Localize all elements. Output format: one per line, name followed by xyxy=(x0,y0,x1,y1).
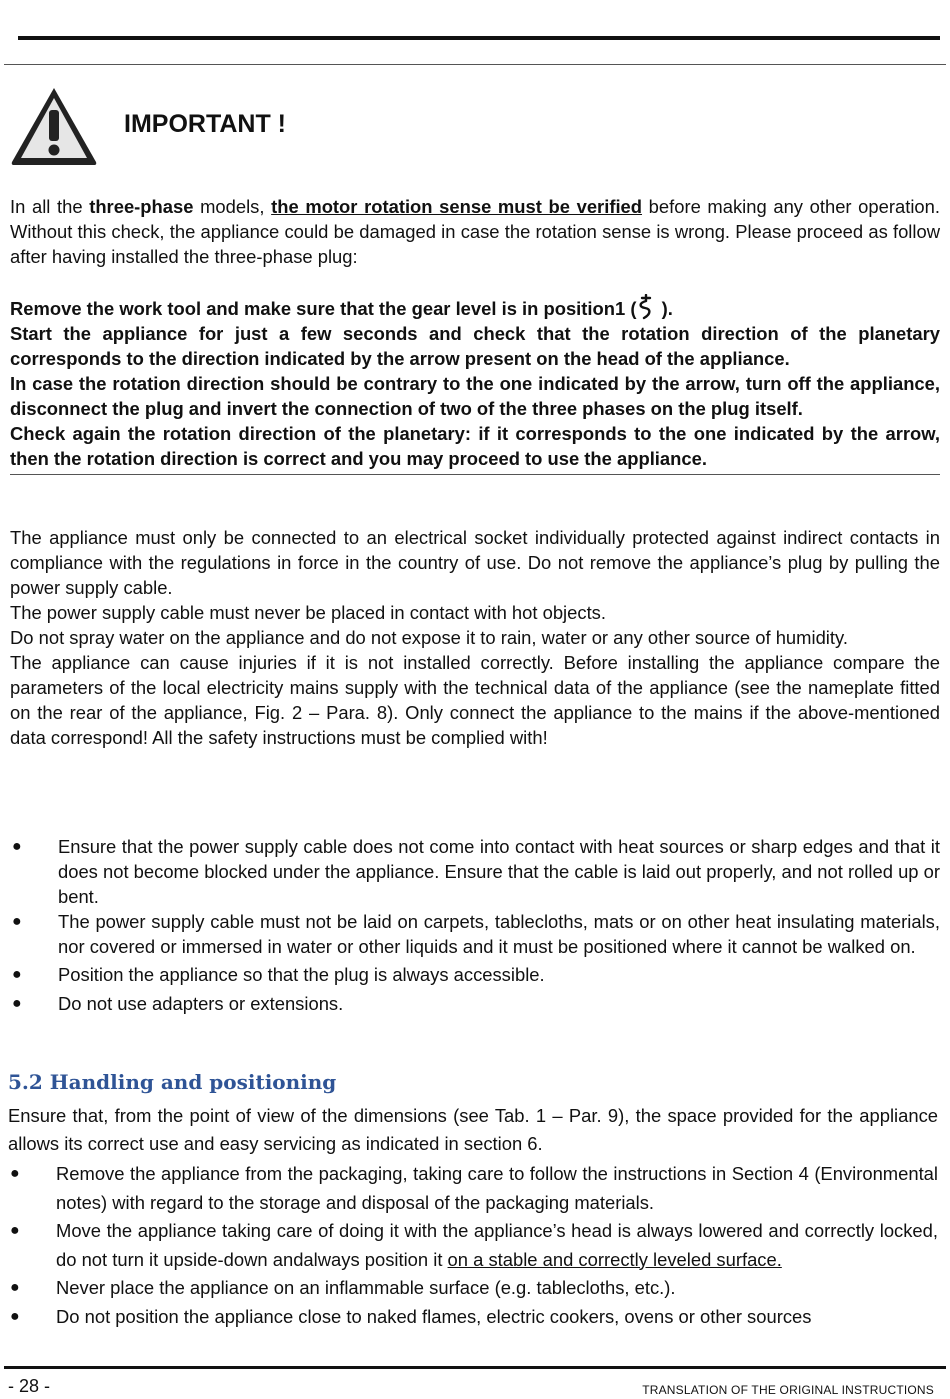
footer-caption: TRANSLATION OF THE ORIGINAL INSTRUCTIONS xyxy=(642,1383,934,1397)
list-item: ● Ensure that the power supply cable does not come into contact with heat sources or sharp edges and that it does not become blocked under the appliance. Ensure that the cable is laid out properly, and not rolled up or bent. xyxy=(12,836,940,907)
verify-emphasis: the motor rotation sense must be verified xyxy=(271,196,643,217)
electrical-safety-text: The appliance must only be connected to an electrical socket individually protected against indirect contacts in compliance with the regulations in force in the country of use. Do not remove the appliance’s plug by pulling the power supply cable. The power supply cable must never be placed in contact with hot objects. Do not spray water on the appliance and do not expose it to rain, water or any other source of humidity. The appliance can cause injuries if it is not installed correctly. Before installing the appliance compare the parameters of the local electricity mains supply with the technical data of the appliance (see the nameplate fitted on the rear of the appliance, Fig. 2 – Para. 8). Only connect the appliance to the mains if the above-mentioned data correspond! All the safety instructions must be complied with! xyxy=(10,527,940,748)
section-heading: 5.2 Handling and positioning xyxy=(8,1070,337,1094)
list-item: ● Do not use adapters or extensions. xyxy=(12,993,344,1014)
list-item: ● The power supply cable must not be laid on carpets, tablecloths, mats or on other heat insulating materials, nor covered or immersed in water or other liquids and it must be positioned where it cannot be walked on. xyxy=(12,911,940,957)
intro-paragraph: In all the three-phase models, the motor rotation sense must be verified before making any other operation. Without this check, the appliance could be damaged in case the rotation sense is wrong. Please proceed as follow after having installed the three-phase plug: xyxy=(10,196,940,267)
top-rule xyxy=(18,36,940,40)
section-intro: Ensure that, from the point of view of the dimensions (see Tab. 1 – Par. 9), the space provided for the appliance allows its correct use and easy servicing as indicated in section 6. xyxy=(8,1105,938,1154)
handling-bullet-list xyxy=(8,1160,938,1331)
footer-rule xyxy=(4,1366,946,1369)
warning-triangle-icon xyxy=(8,84,100,168)
important-heading: IMPORTANT ! xyxy=(124,110,287,138)
cable-bullet-list xyxy=(10,834,940,1016)
list-item: ● Do not position the appliance close to naked flames, electric cookers, ovens or other sources xyxy=(10,1305,812,1327)
page-number: - 28 - xyxy=(8,1376,51,1396)
header-divider xyxy=(4,64,946,65)
list-item: ● Position the appliance so that the plug is always accessible. xyxy=(12,964,545,985)
list-item: ● Never place the appliance on an inflammable surface (e.g. tablecloths, etc.). xyxy=(10,1277,676,1298)
gear-position-1-icon xyxy=(636,294,656,320)
list-item: ● Move the appliance taking care of doing it with the appliance’s head is always lowered and correctly locked, do not turn it upside-down andalways position it on a stable and correctly leveled surface. xyxy=(10,1220,938,1270)
list-item: ● Remove the appliance from the packaging, taking care to follow the instructions in Section 4 (Environmental notes) with regard to the storage and disposal of the packaging materials. xyxy=(10,1163,938,1213)
rotation-check-steps: Remove the work tool and make sure that the gear level is in position1 ( ). Start the appliance for just a few seconds and check that the rotation direction of the planetary corresponds to the direction indicated by the arrow present on the head of the appliance. In case the rotation direction should be contrary to the one indicated by the arrow, turn off the appliance, disconnect the plug and invert the connection of two of the three phases on the plug itself. Check again the rotation direction of the planetary: if it corresponds to the one indicated by the arrow, then the rotation direction is correct and you may proceed to use the appliance. xyxy=(10,294,940,475)
